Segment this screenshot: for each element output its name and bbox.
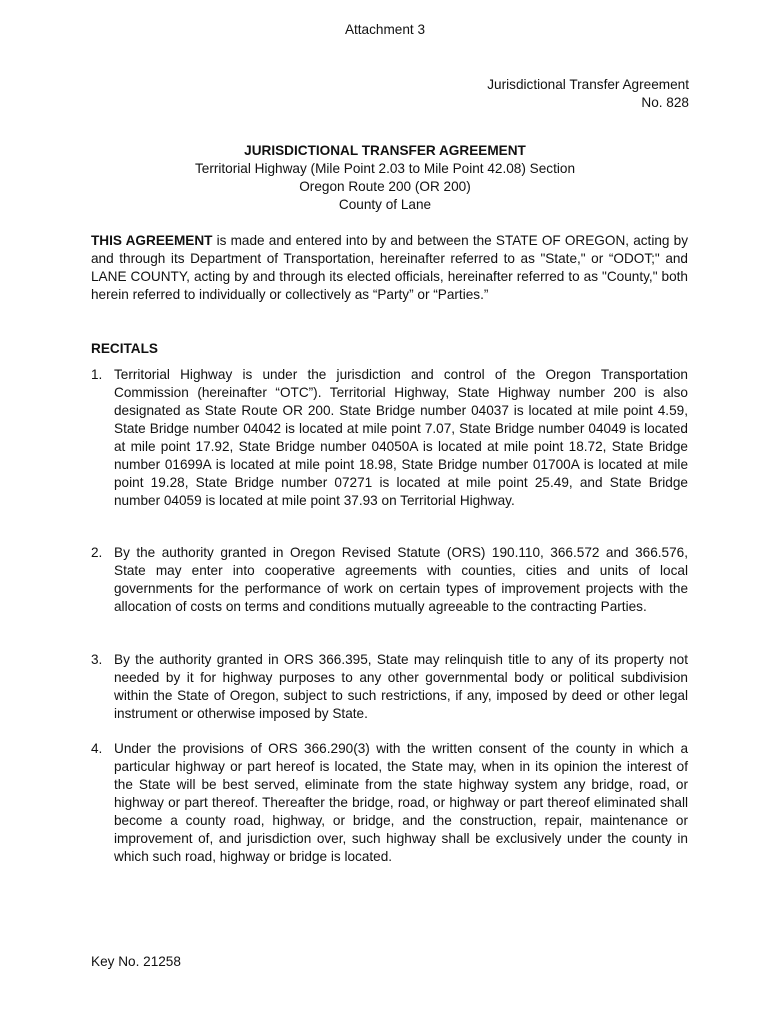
recital-text: Under the provisions of ORS 366.290(3) with the written consent of the county in which a particular highway or part hereof is located, the State may, when in its opinion the interest of the State will be best served, eliminate from the state highway system any bridge, road, or highway or part thereof. Thereafter the bridge, road, or highway or part thereof eliminated shall become a county road, highway, or bridge, and the construction, repair, maintenance or improvement of, and jurisdiction over, such highway shall be exclusively under the county in which such road, highway or bridge is located. bbox=[114, 741, 688, 864]
recital-text: Territorial Highway is under the jurisdiction and control of the Oregon Transportation Commission (hereinafter “OTC”). Territorial Highway, State Highway number 200 is also designated as State Route OR 200. State Bridge number 04037 is located at mile point 4.59, State Bridge number 04042 is located at mile point 7.07, State Bridge number 04049 is located at mile point 17.92, State Bridge number 04050A is located at mile point 18.72, State Bridge number 01699A is located at mile point 18.98, State Bridge number 01700A is located at mile point 19.28, State Bridge number 07271 is located at mile point 25.49, and State Bridge number 04059 is located at mile point 37.93 on Territorial Highway. bbox=[114, 367, 688, 508]
title-block bbox=[0, 142, 770, 214]
recital-item-4 bbox=[91, 740, 688, 866]
recital-text: By the authority granted in Oregon Revised Statute (ORS) 190.110, 366.572 and 366.576, State may enter into cooperative agreements with counties, cities and units of local governments for the performance of work on certain types of improvement projects with the allocation of costs on terms and conditions mutually agreeable to the contracting Parties. bbox=[114, 545, 688, 614]
intro-body: is made and entered into by and between the STATE OF OREGON, acting by and through its Department of Transportation, hereinafter referred to as "State," or “ODOT;" and LANE COUNTY, acting by and through its elected officials, hereinafter referred to as "County," both herein referred to individually or collectively as “Party” or “Parties.” bbox=[91, 233, 688, 302]
recital-number: 4. bbox=[91, 741, 103, 756]
title-section-line: Territorial Highway (Mile Point 2.03 to Mile Point 42.08) Section bbox=[194, 161, 576, 176]
recital-number: 2. bbox=[91, 545, 103, 560]
key-number: Key No. 21258 bbox=[91, 954, 181, 969]
document-title: JURISDICTIONAL TRANSFER AGREEMENT bbox=[244, 143, 526, 158]
agreement-label: Jurisdictional Transfer Agreement bbox=[487, 77, 689, 92]
recitals-heading: RECITALS bbox=[91, 341, 158, 356]
recital-item-3 bbox=[91, 651, 688, 723]
recital-number: 3. bbox=[91, 652, 103, 667]
recital-item-2 bbox=[91, 544, 688, 616]
attachment-label: Attachment 3 bbox=[344, 22, 426, 37]
agreement-reference bbox=[487, 76, 689, 112]
agreement-number: No. 828 bbox=[641, 95, 689, 110]
recital-text: By the authority granted in ORS 366.395, State may relinquish title to any of its property not needed by it for highway purposes to any other governmental body or political subdivision within the State of Oregon, subject to such restrictions, if any, imposed by deed or other legal instrument or otherwise imposed by State. bbox=[114, 652, 688, 721]
recital-number: 1. bbox=[91, 367, 103, 382]
intro-lead: THIS AGREEMENT bbox=[91, 233, 213, 248]
recital-item-1 bbox=[91, 366, 688, 510]
title-county-line: County of Lane bbox=[338, 197, 432, 212]
title-route-line: Oregon Route 200 (OR 200) bbox=[299, 179, 471, 194]
intro-paragraph bbox=[91, 232, 688, 304]
